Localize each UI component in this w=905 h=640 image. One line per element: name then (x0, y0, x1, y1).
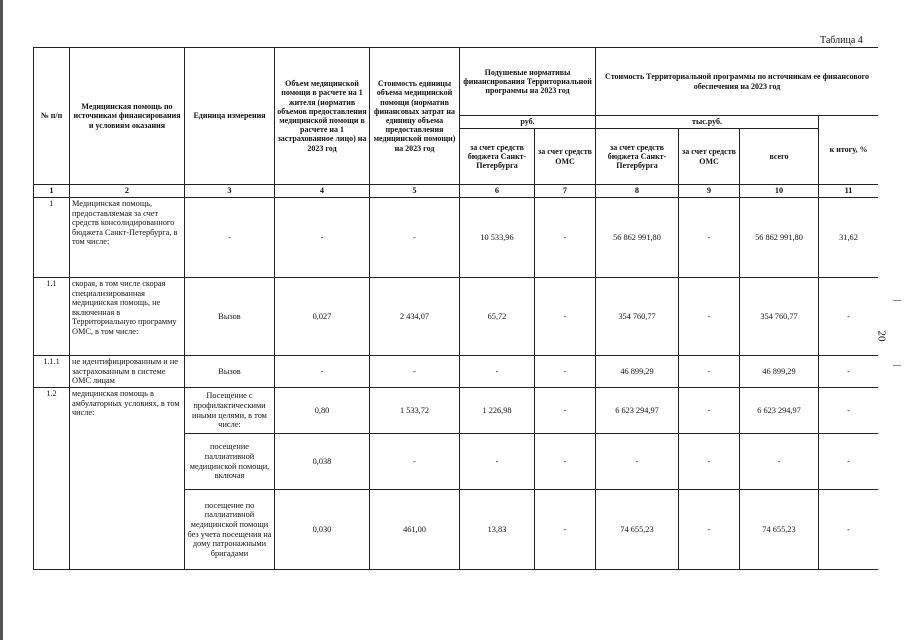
header-pc-budget: за счет средств бюджета Санкт-Петербурга (460, 129, 535, 185)
row-volume: 0,80 (275, 388, 370, 434)
row-share: - (819, 278, 879, 356)
row-number: 1.1 (34, 278, 70, 356)
header-program-cost-group: Стоимость Территориальной программы по источникам ее финансового обеспечения на 2023 год (596, 48, 879, 116)
row-care-type: Медицинская помощь, предоставляемая за счет средств консолидированного бюджета Санкт-Петербурга, в том числе: (70, 198, 185, 278)
row-pc-budget: 13,83 (460, 490, 535, 570)
row-volume: 0,027 (275, 278, 370, 356)
row-cost-budget: 56 862 991,80 (596, 198, 679, 278)
row-unit: Посещение с профилактическими иными целями, в том числе: (185, 388, 275, 434)
row-pc-oms: - (535, 490, 596, 570)
row-cost-oms: - (679, 278, 740, 356)
row-unit: - (185, 198, 275, 278)
row-cost-budget: - (596, 434, 679, 490)
column-number: 11 (819, 185, 879, 198)
row-unit-cost: 2 434,07 (370, 278, 460, 356)
header-total: всего (740, 129, 819, 185)
header-share: к итогу, % (819, 116, 879, 185)
page-number: 20 (875, 330, 888, 342)
row-pc-oms: - (535, 388, 596, 434)
margin-tick (893, 300, 901, 301)
row-pc-budget: - (460, 356, 535, 388)
row-total: 6 623 294,97 (740, 388, 819, 434)
row-share: 31,62 (819, 198, 879, 278)
header-thous-rub: тыс.руб. (596, 116, 819, 129)
row-cost-oms: - (679, 434, 740, 490)
column-number: 9 (679, 185, 740, 198)
row-number: 1 (34, 198, 70, 278)
row-care-type: скорая, в том числе скорая специализированная медицинская помощь, не включенная в Территориальную программу ОМС, в том числе: (70, 278, 185, 356)
header-cost-budget: за счет средств бюджета Санкт-Петербурга (596, 129, 679, 185)
row-cost-oms: - (679, 356, 740, 388)
row-total: 74 655,23 (740, 490, 819, 570)
header-per-capita-group: Подушевые нормативы финансирования Территориальной программы на 2023 год (460, 48, 596, 116)
row-cost-budget: 46 899,29 (596, 356, 679, 388)
header-volume: Объем медицинской помощи в расчете на 1 жителя (норматив объемов предоставления медицинской помощи в расчете на 1 застрахованное лицо) на 2023 год (275, 48, 370, 185)
table-row (34, 198, 879, 278)
column-number: 8 (596, 185, 679, 198)
row-unit-cost: 461,00 (370, 490, 460, 570)
row-total: 56 862 991,80 (740, 198, 819, 278)
row-pc-oms: - (535, 434, 596, 490)
table-frame (33, 47, 878, 589)
row-volume: - (275, 198, 370, 278)
column-number: 10 (740, 185, 819, 198)
row-pc-budget: 10 533,96 (460, 198, 535, 278)
scan-left-edge (0, 0, 3, 640)
row-total: 46 899,29 (740, 356, 819, 388)
row-pc-oms: - (535, 198, 596, 278)
row-pc-budget: 65,72 (460, 278, 535, 356)
row-cost-budget: 354 760,77 (596, 278, 679, 356)
row-share: - (819, 434, 879, 490)
row-unit: Вызов (185, 278, 275, 356)
row-pc-budget: 1 226,98 (460, 388, 535, 434)
header-cost-oms: за счет средств ОМС (679, 129, 740, 185)
header-pc-oms: за счет средств ОМС (535, 129, 596, 185)
header-unit: Единица измерения (185, 48, 275, 185)
row-volume: 0,038 (275, 434, 370, 490)
row-unit-cost: - (370, 198, 460, 278)
table-caption: Таблица 4 (820, 35, 863, 46)
column-number: 3 (185, 185, 275, 198)
row-share: - (819, 490, 879, 570)
column-number: 4 (275, 185, 370, 198)
row-cost-budget: 74 655,23 (596, 490, 679, 570)
row-volume: 0,030 (275, 490, 370, 570)
row-volume: - (275, 356, 370, 388)
row-cost-oms: - (679, 198, 740, 278)
row-number: 1.2 (34, 388, 70, 570)
row-pc-budget: - (460, 434, 535, 490)
column-number: 1 (34, 185, 70, 198)
row-cost-oms: - (679, 490, 740, 570)
row-care-type: медицинская помощь в амбулаторных условиях, в том числе: (70, 388, 185, 570)
row-unit: Вызов (185, 356, 275, 388)
row-unit: посещение по паллиативной медицинской помощи без учета посещения на дому патронажными бригадами (185, 490, 275, 570)
table-row (34, 278, 879, 356)
row-share: - (819, 388, 879, 434)
table-row (34, 356, 879, 388)
row-pc-oms: - (535, 356, 596, 388)
row-share: - (819, 356, 879, 388)
row-unit-cost: - (370, 434, 460, 490)
row-total: - (740, 434, 819, 490)
margin-tick (893, 365, 901, 366)
row-unit-cost: - (370, 356, 460, 388)
column-number: 6 (460, 185, 535, 198)
column-number: 2 (70, 185, 185, 198)
row-number: 1.1.1 (34, 356, 70, 388)
row-total: 354 760,77 (740, 278, 819, 356)
header-unit-cost: Стоимость единицы объема медицинской помощи (норматив финансовых затрат на единицу объема предоставления медицинской помощи) на 2023 год (370, 48, 460, 185)
row-cost-budget: 6 623 294,97 (596, 388, 679, 434)
row-care-type: не идентифицированным и не застрахованным в системе ОМС лицам (70, 356, 185, 388)
column-number: 7 (535, 185, 596, 198)
header-care-type: Медицинская помощь по источникам финансирования и условиям оказания (70, 48, 185, 185)
row-pc-oms: - (535, 278, 596, 356)
row-unit: посещение паллиативной медицинской помощи, включая (185, 434, 275, 490)
table-row (34, 388, 879, 434)
header-rub: руб. (460, 116, 596, 129)
financing-table (33, 47, 878, 570)
column-number: 5 (370, 185, 460, 198)
row-cost-oms: - (679, 388, 740, 434)
header-number: № п/п (34, 48, 70, 185)
row-unit-cost: 1 533,72 (370, 388, 460, 434)
